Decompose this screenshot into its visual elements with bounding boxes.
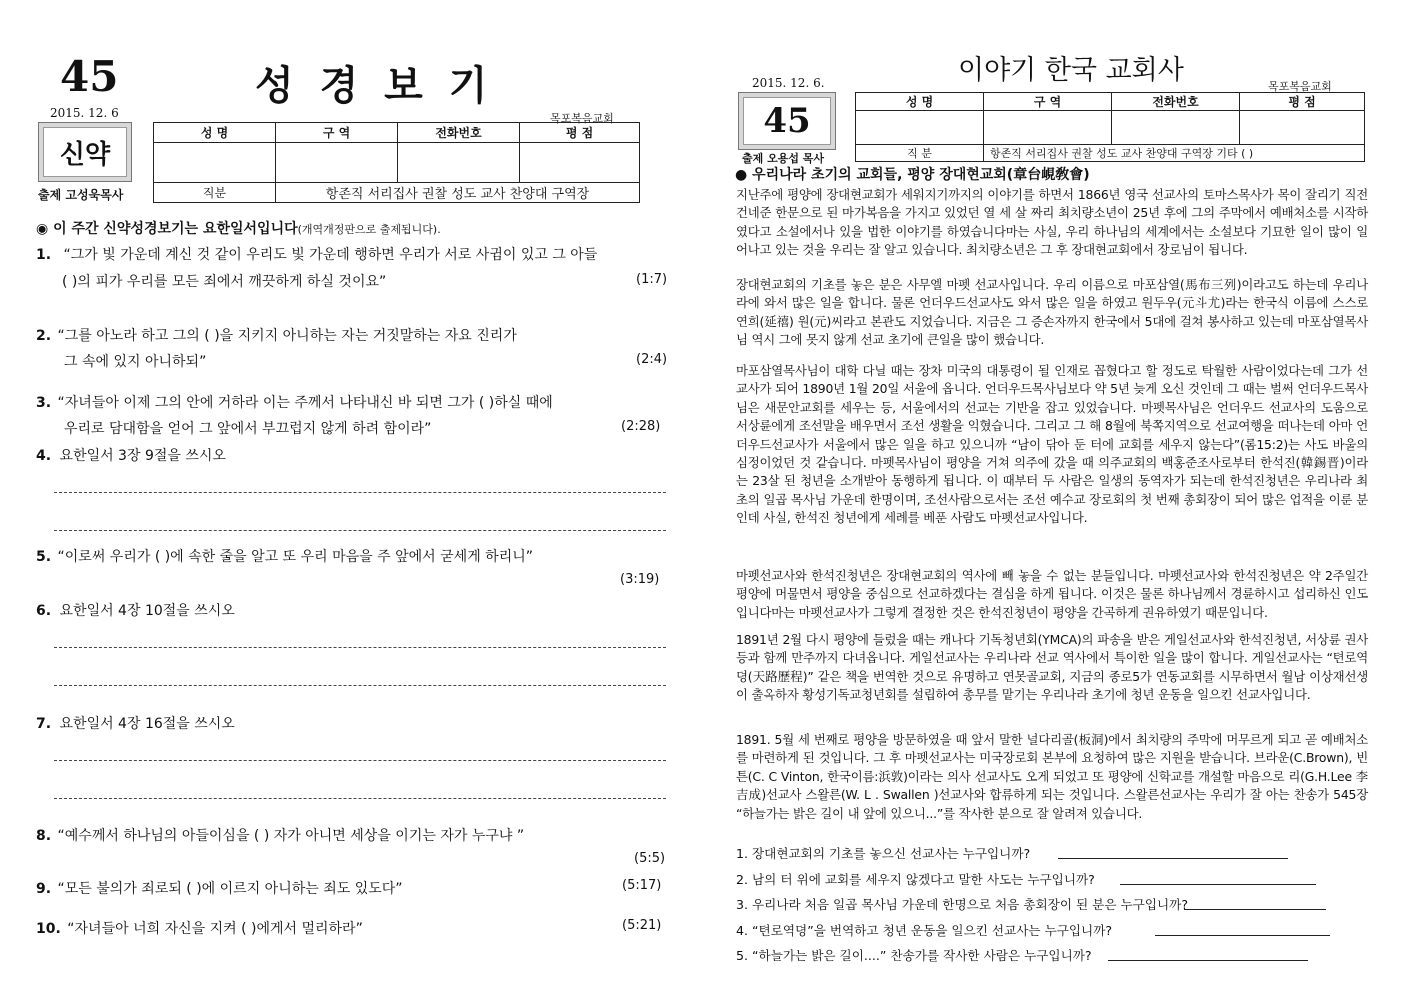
testament-badge — [38, 122, 132, 182]
question-5-ref: (3:19) — [620, 572, 660, 587]
answer-line[interactable] — [1108, 960, 1308, 961]
article-paragraph: 1891. 5월 세 번째로 평양을 방문하였을 때 앞서 말한 널다리골(板洞)에서 최치량의 주막에 머무르게 되고 곧 예배처소를 마련하게 된 것입니다. 그 후 마펫선교사는 미국장로회 본부에 요청하여 많은 지원을 받습니다. 브라운(C.Brown), 빈튼(C. C Vinton, 한국이름:浜敦)이라는 의사 선교사도 오게 되었고 또 평양에 신학교를 개설할 마음으로 리(G.H.Lee 李吉成)선교사 스왈른(W. L . Swallen )선교사와 합류하게 되는 것입니다. 스왈른선교사는 우리가 잘 아는 찬송가 545장 “하늘가는 밝은 길이 내 앞에 있으니...”를 작사한 분으로 잘 알려져 있습니다. — [736, 732, 1368, 821]
answer-line[interactable] — [54, 530, 666, 531]
answer-line[interactable] — [1120, 884, 1316, 885]
question-text: “모든 불의가 죄로되 ( )에 이르지 아니하는 죄도 있도다” — [57, 881, 403, 897]
answer-line[interactable] — [54, 760, 666, 761]
question-number: 1. — [36, 247, 52, 263]
role-label: 직 분 — [856, 145, 984, 162]
header-name: 성 명 — [856, 93, 984, 111]
question-3-line2: 우리로 담대함을 얻어 그 앞에서 부끄럽지 않게 하려 함이라” — [64, 421, 432, 437]
question-2-ref: (2:4) — [636, 352, 668, 367]
question-text: “그를 아노라 하고 그의 ( )을 지키지 아니하는 자는 거짓말하는 자요 진리가 — [57, 328, 517, 344]
question-number: 8. — [36, 828, 52, 844]
article-paragraph: 마포삼열목사님이 대학 다닐 때는 장차 미국의 대통령이 될 인재로 꼽혔다고 할 정도로 탁월한 사람이었다는데 그가 선교사가 되어 1890년 1월 20일 서울에 옵니다. 언더우드목사님보다 약 5년 늦게 오신 것인데 그 때는 벌써 언더우드목사님은 새문안교회를 세우는 등, 서울에서의 선교는 기반을 잡고 있었습니다. 마펫목사님은 언더우드 선교사의 도움으로 서상륜에게 조선말을 배우면서 조선 생활을 익혔습니다. 그리고 그 해 8월에 북쪽지역으로 선교여행을 떠나는데 아마 언더우드선교사가 서울에서 많은 일을 하고 있으니까 “남이 닦아 둔 터에 교회를 세우지 않는다”(롬15:2)는 사도 바울의 심정이었던 것 같습니다. 마펫목사님이 평양을 거쳐 의주에 갔을 때 의주교회의 백홍준조사로부터 한석진(韓錫晋)이라는 23살 된 청년을 소개받아 동행하게 됩니다. 이 때부터 두 사람은 일생의 동역자가 되는데 한석진청년은 우리나라 최초의 일곱 목사님 가운데 한명이며, 조선사람으로서는 조선 예수교 장로회의 첫 번째 총회장이 되어 많은 업적을 이룬 분인데 사실, 한석진 청년에게 세례를 베푼 사람도 마펫선교사입니다. — [736, 363, 1368, 526]
district-field[interactable] — [984, 111, 1112, 145]
review-question-3: 3. 우리나라 처음 일곱 목사님 가운데 한명으로 처음 총회장이 된 분은 누구입니까? — [736, 897, 1189, 912]
review-question-1: 1. 장대현교회의 기초를 놓으신 선교사는 누구입니까? — [736, 846, 1031, 861]
review-question-4: 4. “텬로역뎡”을 번역하고 청년 운동을 일으킨 선교사는 누구입니까? — [736, 923, 1113, 938]
question-8 — [36, 825, 524, 845]
right-author: 출제 오용섭 목사 — [742, 152, 825, 165]
answer-line[interactable] — [54, 647, 666, 648]
left-intro — [36, 218, 441, 238]
left-issue-number: 45 — [60, 52, 119, 101]
article-paragraph: 마펫선교사와 한석진청년은 장대현교회의 역사에 빼 놓을 수 없는 분들입니다. 마펫선교사와 한석진청년은 약 2주일간 평양에 머물면서 평양을 중심으로 선교하겠다는 결심을 하게 됩니다. 이것은 물론 하나님께서 경륜하시고 섭리하신 인도입니다마는 마펫선교사가 그렇게 결정한 것은 한석진청년이 평양을 간곡하게 권유하였기 때문입니다. — [736, 568, 1368, 620]
left-church-name: 목포복음교회 — [550, 112, 614, 125]
question-text: “자녀들아 너희 자신을 지켜 ( )에게서 멀리하라” — [67, 921, 363, 937]
question-text: “이로써 우리가 ( )에 속한 줄을 알고 또 우리 마음을 주 앞에서 굳세게 하리니” — [57, 549, 533, 565]
article-paragraph: 지난주에 평양에 장대현교회가 세워지기까지의 이야기를 하면서 1866년 영국 선교사의 토마스목사가 목이 잘리기 직전 건네준 한문으로 된 마가복음을 가지고 있었던 열 세 살 짜리 최치량소년이 25년 후에 그의 주막에서 예배처소를 시작하였다고 소설에서나 있을 법한 이야기를 하였습니다마는 사실, 우리 하나님의 세계에서는 소설보다 기묘한 일이 많이 일어나고 있는 것을 우리는 잘 알고 있습니다. 최치량소년은 그 후 장대현교회에서 장로님이 됩니다. — [736, 187, 1368, 258]
question-number: 10. — [36, 921, 61, 937]
right-church-name: 목포복음교회 — [1268, 80, 1332, 93]
answer-line[interactable] — [1058, 858, 1288, 859]
question-number: 5. — [36, 549, 52, 565]
article-paragraph: 장대현교회의 기초를 놓은 분은 사무엘 마펫 선교사입니다. 우리 이름으로 마포삼열(馬布三列)이라고도 하는데 우리나라에 와서 많은 일을 합니다. 물론 언더우드선교사도 와서 많은 일을 하였고 원두우(元斗尤)라는 한국식 이름에 스스로 연희(延禧) 원(元)씨라고 본관도 지었습니다. 지금은 그 증손자까지 한국에서 5대에 걸쳐 봉사하고 있는데 마포삼열목사님 역시 그에 못지 않게 선교 초기에 큰일을 많이 했습니다. — [736, 277, 1368, 348]
question-text: 요한일서 3장 9절을 쓰시오 — [59, 448, 226, 464]
question-number: 6. — [36, 603, 52, 619]
question-9-ref: (5:17) — [622, 878, 662, 893]
role-label: 직분 — [154, 183, 276, 203]
question-text: 요한일서 4장 10절을 쓰시오 — [59, 603, 235, 619]
question-9 — [36, 878, 403, 898]
header-score: 평 점 — [1240, 93, 1365, 111]
answer-line[interactable] — [54, 798, 666, 799]
question-text: “그가 빛 가운데 계신 것 같이 우리도 빛 가운데 행하면 우리가 서로 사귐이 있고 그 아들 — [63, 247, 598, 263]
question-1-ref: (1:7) — [636, 272, 668, 287]
question-4 — [36, 445, 226, 465]
phone-field[interactable] — [398, 143, 520, 183]
left-info-table — [153, 122, 640, 203]
question-number: 9. — [36, 881, 52, 897]
role-options[interactable]: 항존직 서리집사 권찰 성도 교사 찬양대 구역장 기타 ( ) — [984, 145, 1365, 162]
right-date: 2015. 12. 6. — [752, 76, 825, 90]
answer-line[interactable] — [1155, 935, 1330, 936]
review-question-5: 5. “하늘가는 밝은 길이....” 찬송가를 작사한 사람은 누구입니까? — [736, 948, 1092, 963]
score-field[interactable] — [1240, 111, 1365, 145]
question-number: 2. — [36, 328, 52, 344]
header-phone: 전화번호 — [1112, 93, 1240, 111]
question-text: 요한일서 4장 16절을 쓰시오 — [59, 716, 235, 732]
question-6 — [36, 600, 235, 620]
question-number: 4. — [36, 448, 52, 464]
question-number: 7. — [36, 716, 52, 732]
header-district: 구 역 — [984, 93, 1112, 111]
name-field[interactable] — [154, 143, 276, 183]
district-field[interactable] — [276, 143, 398, 183]
question-7 — [36, 713, 235, 733]
question-8-ref: (5:5) — [634, 851, 666, 866]
score-field[interactable] — [520, 143, 640, 183]
review-question-2: 2. 남의 터 위에 교회를 세우지 않겠다고 말한 사도는 누구입니까? — [736, 872, 1095, 887]
intro-note: (개역개정판으로 출제됩니다). — [297, 223, 441, 236]
question-text: “자녀들아 이제 그의 안에 거하라 이는 주께서 나타내신 바 되면 그가 ( )하실 때에 — [57, 395, 553, 411]
question-1-line2: ( )의 피가 우리를 모든 죄에서 깨끗하게 하실 것이요” — [62, 274, 387, 290]
right-info-table — [855, 92, 1365, 162]
left-author: 출제 고성욱목사 — [38, 188, 124, 202]
name-field[interactable] — [856, 111, 984, 145]
answer-line[interactable] — [54, 685, 666, 686]
phone-field[interactable] — [1112, 111, 1240, 145]
role-options[interactable]: 항존직 서리집사 권찰 성도 교사 찬양대 구역장 — [276, 183, 640, 203]
testament-badge-label: 신약 — [59, 139, 111, 170]
question-5 — [36, 546, 533, 566]
question-2 — [36, 325, 517, 345]
right-issue-badge — [738, 92, 836, 150]
left-page-title: 성 경 보 기 — [255, 62, 494, 109]
header-score: 평 점 — [520, 123, 640, 143]
question-text: “예수께서 하나님의 아들이심을 ( ) 자가 아니면 세상을 이기는 자가 누구냐 ” — [57, 828, 525, 844]
intro-text: ◉ 이 주간 신약성경보기는 요한일서입니다 — [36, 221, 298, 237]
right-page-title: 이야기 한국 교회사 — [958, 55, 1184, 86]
question-2-line2: 그 속에 있지 아니하되” — [64, 354, 207, 370]
question-3 — [36, 392, 553, 412]
question-number: 3. — [36, 395, 52, 411]
header-district: 구 역 — [276, 123, 398, 143]
question-10-ref: (5:21) — [622, 918, 662, 933]
header-name: 성 명 — [154, 123, 276, 143]
header-phone: 전화번호 — [398, 123, 520, 143]
article-heading: ● 우리나라 초기의 교회들, 평양 장대현교회(章台峴敎會) — [735, 167, 1090, 183]
question-1 — [36, 244, 597, 264]
answer-line[interactable] — [1184, 909, 1326, 910]
article-paragraph: 1891년 2월 다시 평양에 들렀을 때는 캐나다 기독청년회(YMCA)의 파송을 받은 게일선교사와 한석진청년, 서상륜 권사 등과 함께 만주까지 다녀옵니다. 게일선교사는 우리나라 선교 역사에서 특이한 일을 많이 합니다. 게일선교사는 “텬로역뎡(天路歷程)” 같은 책을 번역한 것으로 유명하고 연못골교회, 지금의 종로5가 연동교회를 시무하면서 월남 이상재선생이 출옥하자 황성기독교청년회를 설립하여 총무를 맡기는 우리나라 초기에 청년 운동을 일으킨 선교사입니다. — [736, 632, 1368, 703]
question-10 — [36, 918, 363, 938]
right-issue-number: 45 — [763, 101, 811, 141]
answer-line[interactable] — [54, 492, 666, 493]
question-3-ref: (2:28) — [621, 419, 661, 434]
left-date: 2015. 12. 6 — [50, 106, 119, 120]
